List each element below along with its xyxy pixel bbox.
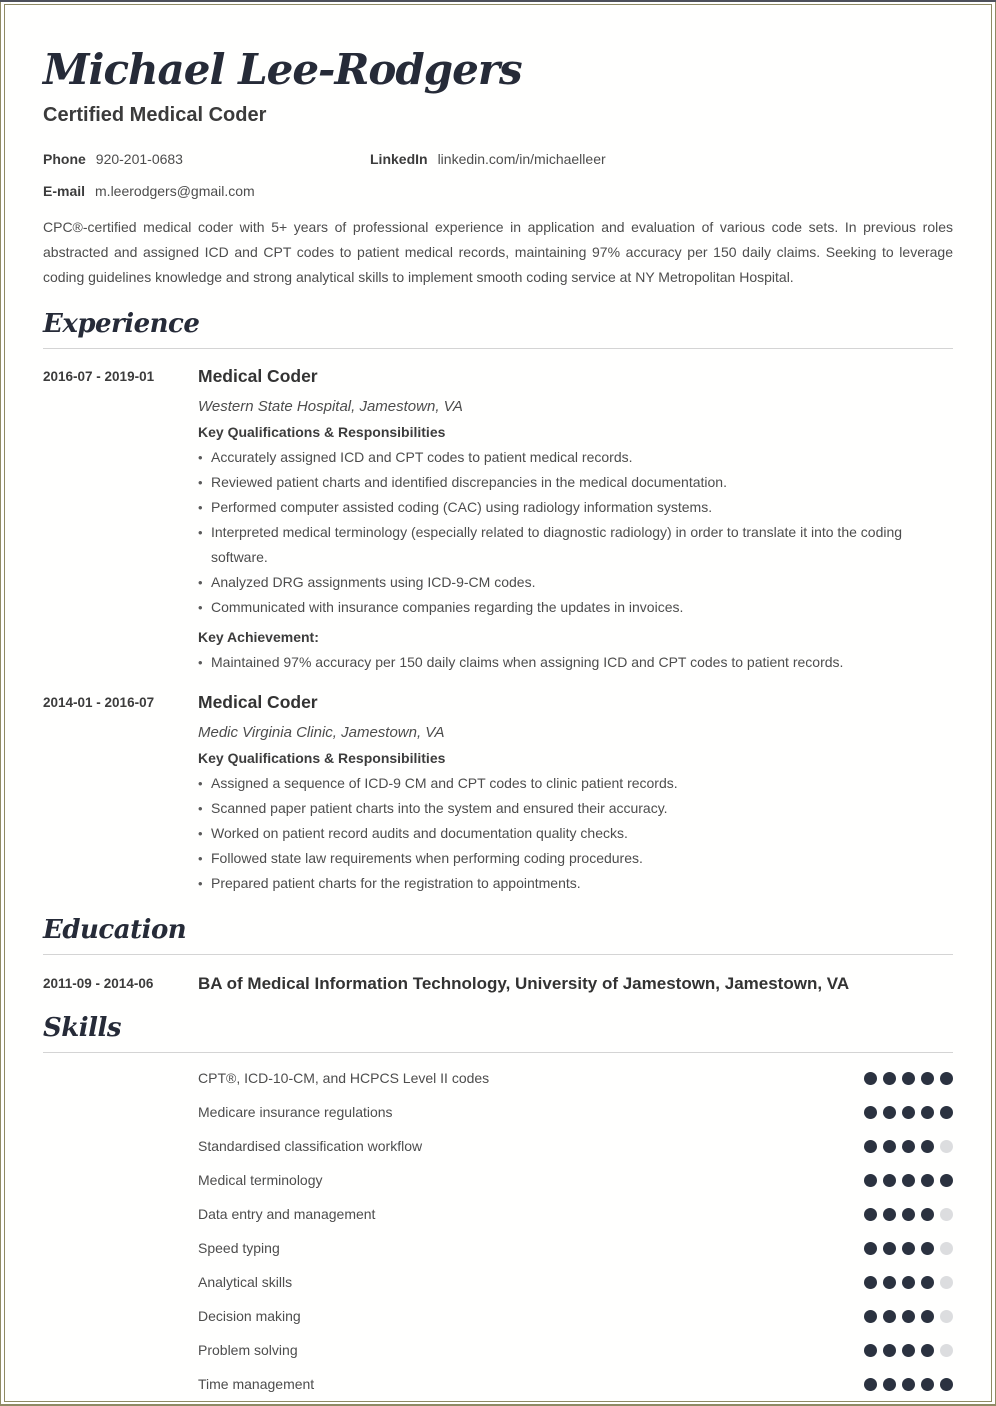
- achievement-bullet: • Maintained 97% accuracy per 150 daily claims when assigning ICD and CPT codes to patient records.: [198, 650, 953, 675]
- education-section-header: Education: [43, 915, 953, 955]
- rating-dot-filled: [883, 1242, 896, 1255]
- rating-dot-filled: [902, 1072, 915, 1085]
- job-achievement-heading: Key Achievement:: [198, 629, 319, 645]
- contact-email: [43, 183, 370, 199]
- skill-row: [43, 1265, 953, 1299]
- job-bullet: • Scanned paper patient charts into the system and ensured their accuracy.: [198, 796, 953, 821]
- rating-dot-filled: [902, 1106, 915, 1119]
- rating-dot-filled: [883, 1174, 896, 1187]
- experience-list: [43, 366, 953, 896]
- contact-phone: [43, 151, 370, 167]
- rating-dot-filled: [883, 1344, 896, 1357]
- rating-dot-filled: [864, 1378, 877, 1391]
- skill-rating-dots: [864, 1310, 953, 1323]
- rating-dot-filled: [921, 1140, 934, 1153]
- rating-dot-filled: [902, 1140, 915, 1153]
- rating-dot-filled: [902, 1344, 915, 1357]
- skill-rating-dots: [864, 1378, 953, 1391]
- rating-dot-filled: [902, 1208, 915, 1221]
- rating-dot-filled: [864, 1208, 877, 1221]
- rating-dot-filled: [902, 1310, 915, 1323]
- candidate-name: Michael Lee-Rodgers: [43, 45, 522, 94]
- experience-entry: [43, 366, 953, 675]
- rating-dot-filled: [940, 1106, 953, 1119]
- job-bullet: • Performed computer assisted coding (CAC) using radiology information systems.: [198, 495, 953, 520]
- contact-row: [43, 183, 953, 199]
- skill-label: Medicare insurance regulations: [198, 1104, 393, 1120]
- rating-dot-filled: [864, 1174, 877, 1187]
- skill-rating-dots: [864, 1276, 953, 1289]
- skill-row: [43, 1129, 953, 1163]
- skill-label: Standardised classification workflow: [198, 1138, 423, 1154]
- job-responsibilities-heading: Key Qualifications & Responsibilities: [198, 424, 446, 440]
- phone-value: 920-201-0683: [95, 151, 183, 167]
- linkedin-label: LinkedIn: [370, 151, 428, 167]
- skill-label: Problem solving: [198, 1342, 298, 1358]
- rating-dot-filled: [921, 1344, 934, 1357]
- skill-label: Time management: [198, 1376, 315, 1392]
- rating-dot-empty: [940, 1276, 953, 1289]
- job-bullet: • Prepared patient charts for the registration to appointments.: [198, 871, 953, 896]
- rating-dot-filled: [940, 1174, 953, 1187]
- skill-rating-dots: [864, 1344, 953, 1357]
- job-bullet: • Interpreted medical terminology (especially related to diagnostic radiology) in order to translate it into the coding software.: [198, 520, 953, 570]
- skill-row: [43, 1333, 953, 1367]
- experience-section-header: Experience: [43, 309, 953, 349]
- skill-label: CPT®, ICD-10-CM, and HCPCS Level II codes: [198, 1070, 490, 1086]
- rating-dot-filled: [921, 1072, 934, 1085]
- skill-rating-dots: [864, 1242, 953, 1255]
- rating-dot-filled: [902, 1378, 915, 1391]
- job-title: Medical Coder: [198, 366, 318, 386]
- experience-entry: [43, 692, 953, 896]
- rating-dot-filled: [864, 1276, 877, 1289]
- skill-label: Decision making: [198, 1308, 301, 1324]
- rating-dot-filled: [883, 1106, 896, 1119]
- rating-dot-filled: [921, 1276, 934, 1289]
- rating-dot-filled: [902, 1242, 915, 1255]
- rating-dot-filled: [921, 1242, 934, 1255]
- email-value: m.leerodgers@gmail.com: [95, 183, 255, 199]
- job-responsibilities-heading: Key Qualifications & Responsibilities: [198, 750, 446, 766]
- rating-dot-empty: [940, 1344, 953, 1357]
- skill-row: [43, 1299, 953, 1333]
- rating-dot-empty: [940, 1242, 953, 1255]
- job-bullet: • Accurately assigned ICD and CPT codes to patient medical records.: [198, 445, 953, 470]
- top-accent-bar: [0, 0, 996, 2]
- job-bullet: • Followed state law requirements when performing coding procedures.: [198, 846, 953, 871]
- rating-dot-filled: [883, 1276, 896, 1289]
- rating-dot-filled: [883, 1378, 896, 1391]
- job-bullet: • Assigned a sequence of ICD-9 CM and CPT codes to clinic patient records.: [198, 771, 953, 796]
- job-bullet: • Reviewed patient charts and identified discrepancies in the medical documentation.: [198, 470, 953, 495]
- skill-rating-dots: [864, 1106, 953, 1119]
- resume-content: [43, 0, 953, 1401]
- rating-dot-empty: [940, 1140, 953, 1153]
- job-body: [198, 366, 953, 675]
- job-title: Medical Coder: [198, 692, 318, 712]
- email-label: E-mail: [43, 183, 86, 199]
- skills-list: [43, 1061, 953, 1401]
- linkedin-value: linkedin.com/in/michaelleer: [437, 151, 606, 167]
- job-bullet-list: [198, 771, 953, 896]
- rating-dot-filled: [921, 1208, 934, 1221]
- rating-dot-filled: [883, 1208, 896, 1221]
- rating-dot-filled: [883, 1310, 896, 1323]
- rating-dot-filled: [864, 1072, 877, 1085]
- rating-dot-filled: [864, 1140, 877, 1153]
- skill-row: [43, 1367, 953, 1401]
- rating-dot-filled: [864, 1310, 877, 1323]
- contact-linkedin: [370, 151, 606, 167]
- job-bullet: • Analyzed DRG assignments using ICD-9-CM codes.: [198, 570, 953, 595]
- skill-row: [43, 1163, 953, 1197]
- skill-label: Speed typing: [198, 1240, 280, 1256]
- job-company: Medic Virginia Clinic, Jamestown, VA: [198, 724, 445, 741]
- rating-dot-filled: [902, 1174, 915, 1187]
- rating-dot-empty: [940, 1310, 953, 1323]
- skill-row: [43, 1197, 953, 1231]
- skill-label: Analytical skills: [198, 1274, 293, 1290]
- rating-dot-filled: [883, 1072, 896, 1085]
- skill-row: [43, 1061, 953, 1095]
- candidate-headline: Certified Medical Coder: [43, 104, 267, 126]
- job-achievement-list: [198, 650, 953, 675]
- skill-rating-dots: [864, 1174, 953, 1187]
- rating-dot-filled: [940, 1378, 953, 1391]
- job-body: [198, 692, 953, 896]
- rating-dot-filled: [921, 1378, 934, 1391]
- education-degree: BA of Medical Information Technology, University of Jamestown, Jamestown, VA: [198, 974, 850, 993]
- rating-dot-filled: [864, 1106, 877, 1119]
- rating-dot-empty: [940, 1208, 953, 1221]
- skills-section-header: Skills: [43, 1013, 953, 1053]
- rating-dot-filled: [864, 1344, 877, 1357]
- skill-label: Medical terminology: [198, 1172, 323, 1188]
- rating-dot-filled: [864, 1242, 877, 1255]
- contact-section: [43, 151, 953, 199]
- job-bullet: • Communicated with insurance companies regarding the updates in invoices.: [198, 595, 953, 620]
- rating-dot-filled: [902, 1276, 915, 1289]
- job-dates: 2014-01 - 2016-07: [43, 695, 155, 710]
- job-company: Western State Hospital, Jamestown, VA: [198, 398, 463, 415]
- professional-summary: CPC®-certified medical coder with 5+ years of professional experience in application and evaluation of various code sets. In previous roles abstracted and assigned ICD and CPT codes to patient medical records, maintaining 97% accuracy per 150 daily claims. Seeking to leverage coding guidelines knowledge and strong analytical skills to implement smooth coding service at NY Metropolitan Hospital.: [43, 219, 953, 285]
- job-dates: 2016-07 - 2019-01: [43, 369, 155, 384]
- rating-dot-filled: [921, 1310, 934, 1323]
- skill-rating-dots: [864, 1140, 953, 1153]
- job-bullet-list: [198, 445, 953, 620]
- skill-rating-dots: [864, 1072, 953, 1085]
- education-entry: [43, 973, 953, 994]
- contact-row: [43, 151, 953, 167]
- skill-rating-dots: [864, 1208, 953, 1221]
- rating-dot-filled: [940, 1072, 953, 1085]
- education-list: [43, 973, 953, 994]
- skill-label: Data entry and management: [198, 1206, 376, 1222]
- rating-dot-filled: [883, 1140, 896, 1153]
- job-bullet: • Worked on patient record audits and documentation quality checks.: [198, 821, 953, 846]
- skill-row: [43, 1095, 953, 1129]
- phone-label: Phone: [43, 151, 86, 167]
- skill-row: [43, 1231, 953, 1265]
- rating-dot-filled: [921, 1106, 934, 1119]
- education-dates: 2011-09 - 2014-06: [43, 976, 154, 991]
- rating-dot-filled: [921, 1174, 934, 1187]
